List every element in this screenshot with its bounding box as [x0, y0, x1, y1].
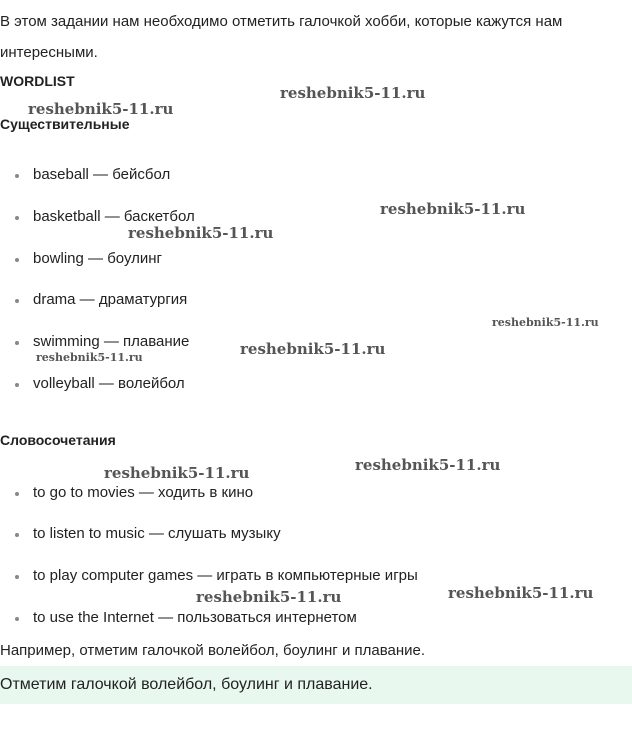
watermark: reshebnik5-11.ru: [448, 584, 594, 602]
watermark: reshebnik5-11.ru: [196, 588, 342, 606]
bullet-icon: [15, 575, 19, 579]
bullet-icon: [15, 341, 19, 345]
bullet-icon: [15, 492, 19, 496]
bullet-icon: [15, 258, 19, 262]
bullet-icon: [15, 533, 19, 537]
list-item-text: baseball — бейсбол: [33, 166, 171, 183]
nouns-heading: Существительные: [0, 116, 130, 132]
watermark: reshebnik5-11.ru: [128, 224, 274, 242]
watermark: reshebnik5-11.ru: [104, 464, 250, 482]
list-item-text: bowling — боулинг: [33, 250, 163, 267]
list-item-text: basketball — баскетбол: [33, 208, 195, 225]
watermark: reshebnik5-11.ru: [28, 100, 174, 118]
watermark: reshebnik5-11.ru: [492, 316, 599, 329]
list-item-text: volleyball — волейбол: [33, 375, 185, 392]
list-item-text: to go to movies — ходить в кино: [33, 484, 254, 501]
watermark: reshebnik5-11.ru: [240, 340, 386, 358]
intro-paragraph: В этом задании нам необходимо отметить галочкой хобби, которые кажутся нам интересными.: [0, 13, 563, 61]
watermark: reshebnik5-11.ru: [280, 84, 426, 102]
answer-text: Отметим галочкой волейбол, боулинг и плавание.: [0, 676, 373, 693]
watermark: reshebnik5-11.ru: [36, 351, 143, 364]
list-item-text: to play computer games — играть в компьютерные игры: [33, 567, 418, 584]
list-item-text: drama — драматургия: [33, 291, 188, 308]
example-text: Например, отметим галочкой волейбол, боулинг и плавание.: [0, 642, 426, 659]
watermark: reshebnik5-11.ru: [380, 200, 526, 218]
watermark: reshebnik5-11.ru: [355, 456, 501, 474]
bullet-icon: [15, 383, 19, 387]
bullet-icon: [15, 299, 19, 303]
wordlist-heading: WORDLIST: [0, 73, 75, 89]
bullet-icon: [15, 216, 19, 220]
answer-box: [0, 666, 632, 704]
list-item-text: to use the Internet — пользоваться интернетом: [33, 609, 357, 626]
list-item-text: swimming — плавание: [33, 333, 190, 350]
phrases-heading: Словосочетания: [0, 432, 116, 448]
bullet-icon: [15, 174, 19, 178]
bullet-icon: [15, 617, 19, 621]
list-item-text: to listen to music — слушать музыку: [33, 525, 281, 542]
